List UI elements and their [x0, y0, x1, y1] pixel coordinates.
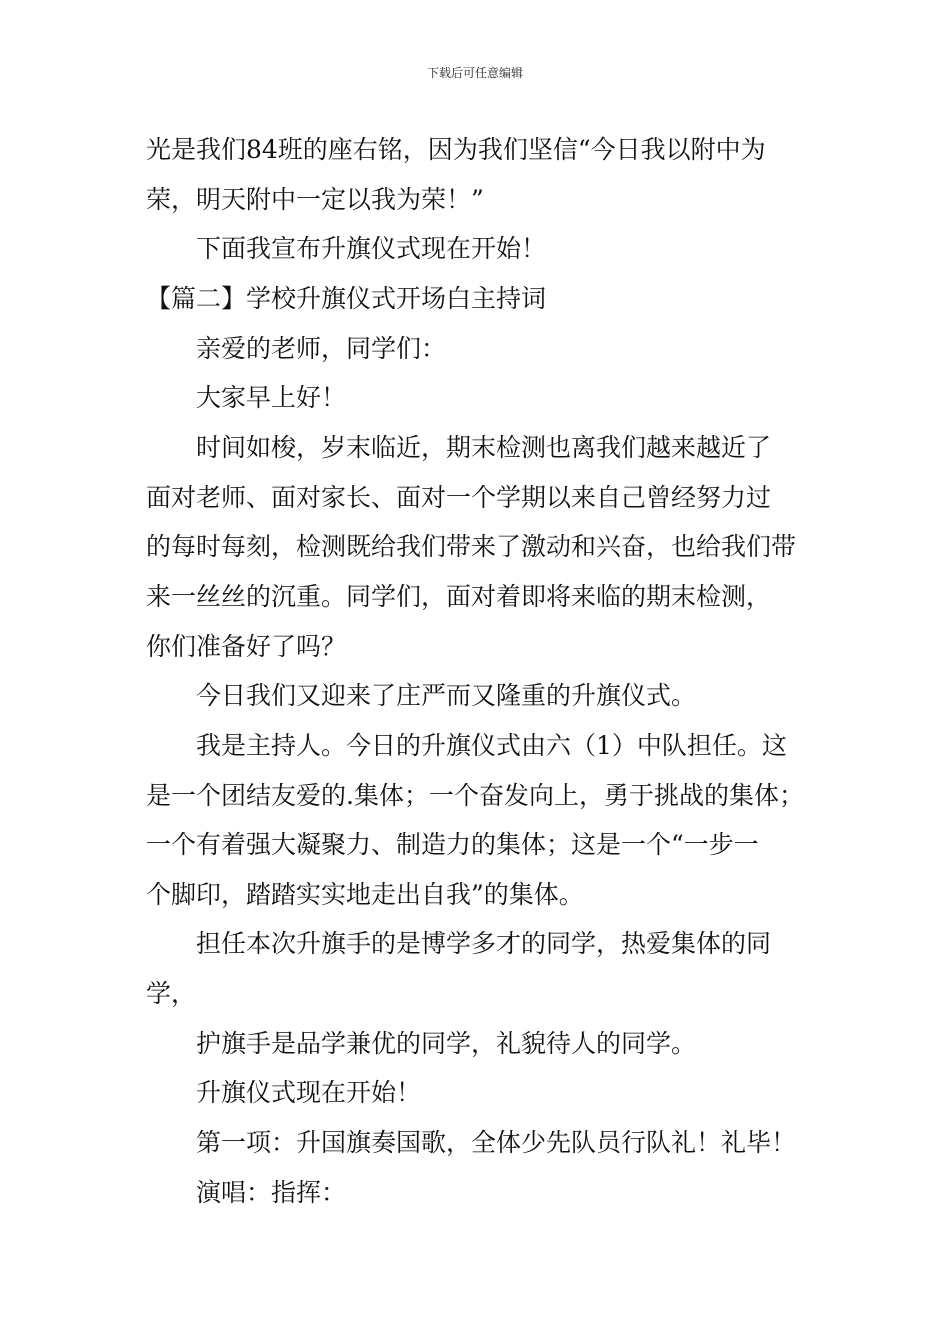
text-line: 的每时每刻，检测既给我们带来了激动和兴奋，也给我们带 [146, 532, 797, 561]
text-line: 我是主持人。今日的升旗仪式由六（1）中队担任。这 [196, 731, 787, 760]
text-line: 荣，明天附中一定以我为荣！” [146, 185, 484, 214]
text-line: 一个有着强大凝聚力、制造力的集体；这是一个“一步一 [146, 830, 759, 859]
text-line: 今日我们又迎来了庄严而又隆重的升旗仪式。 [196, 681, 697, 710]
text-line: 亲爱的老师，同学们： [196, 334, 447, 363]
text-line: 担任本次升旗手的是博学多才的同学，热爱集体的同 [196, 929, 772, 958]
text-line: 下面我宣布升旗仪式现在开始！ [196, 234, 547, 263]
text-line: 面对老师、面对家长、面对一个学期以来自己曾经努力过 [146, 483, 772, 512]
text-line: 是一个团结友爱的.集体；一个奋发向上，勇于挑战的集体； [146, 781, 804, 810]
text-line: 来一丝丝的沉重。同学们，面对着即将来临的期末检测， [146, 582, 772, 611]
section-heading: 【篇二】学校升旗仪式开场白主持词 [146, 284, 547, 313]
text-line: 时间如梭，岁末临近，期末检测也离我们越来越近了 [196, 433, 772, 462]
page-header: 下载后可任意编辑 [426, 66, 523, 80]
text-line: 第一项：升国旗奏国歌，全体少先队员行队礼！礼毕！ [196, 1128, 797, 1157]
text-line: 光是我们84班的座右铭，因为我们坚信“今日我以附中为 [146, 135, 766, 164]
text-line: 个脚印，踏踏实实地走出自我”的集体。 [146, 880, 584, 909]
text-line: 学， [146, 979, 197, 1008]
text-line: 演唱：指挥： [196, 1178, 347, 1207]
text-line: 护旗手是品学兼优的同学，礼貌待人的同学。 [196, 1029, 697, 1058]
text-line: 升旗仪式现在开始！ [196, 1078, 422, 1107]
text-line: 大家早上好！ [196, 383, 347, 412]
text-line: 你们准备好了吗？ [146, 632, 347, 661]
